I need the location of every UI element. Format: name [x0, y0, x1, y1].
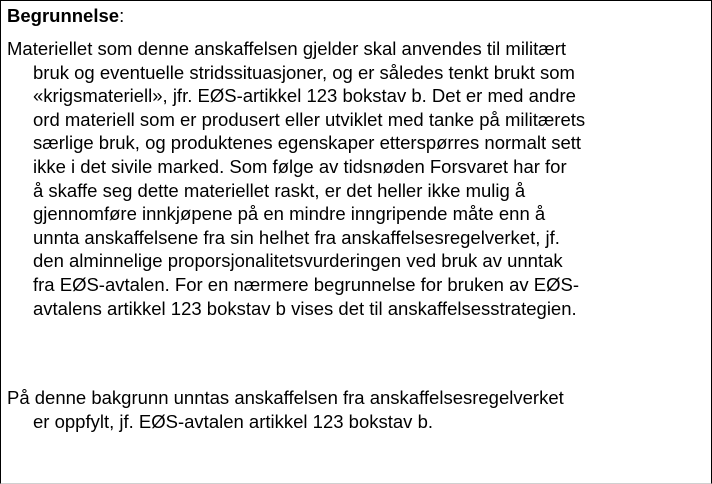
paragraph-line: ikke i det sivile marked. Som følge av tidsnøden Forsvaret har for [33, 155, 567, 177]
justification-paragraph [7, 37, 585, 320]
heading-line [7, 4, 124, 28]
paragraph-line: å skaffe seg dette materiellet raskt, er det heller ikke mulig å [33, 179, 526, 201]
heading-colon: : [119, 5, 125, 26]
paragraph-line: er oppfylt, jf. EØS-avtalen artikkel 123 bokstav b. [33, 410, 433, 432]
section-heading: Begrunnelse [7, 5, 120, 26]
paragraph-line: avtalens artikkel 123 bokstav b vises det til anskaffelsesstrategien. [33, 297, 577, 319]
paragraph-line: fra EØS-avtalen. For en nærmere begrunnelse for bruken av EØS- [33, 273, 580, 295]
paragraph-line: den alminnelige proporsjonalitetsvurderingen ved bruk av unntak [33, 250, 563, 272]
paragraph-line: bruk og eventuelle stridssituasjoner, og er således tenkt brukt som [33, 61, 575, 83]
paragraph-line: ord materiell som er produsert eller utviklet med tanke på militærets [33, 108, 586, 130]
paragraph-line: gjennomføre innkjøpene på en mindre inngripende måte enn å [33, 203, 546, 225]
paragraph-line: «krigsmateriell», jfr. EØS-artikkel 123 bokstav b. Det er med andre [33, 85, 576, 107]
conclusion-paragraph [7, 386, 564, 433]
paragraph-line: På denne bakgrunn unntas anskaffelsen fra anskaffelsesregelverket [7, 387, 564, 408]
paragraph-line: Materiellet som denne anskaffelsen gjelder skal anvendes til militært [7, 38, 567, 59]
paragraph-line: unnta anskaffelsene fra sin helhet fra anskaffelsesregelverket, jf. [33, 226, 560, 248]
paragraph-line: særlige bruk, og produktenes egenskaper etterspørres normalt sett [33, 132, 582, 154]
